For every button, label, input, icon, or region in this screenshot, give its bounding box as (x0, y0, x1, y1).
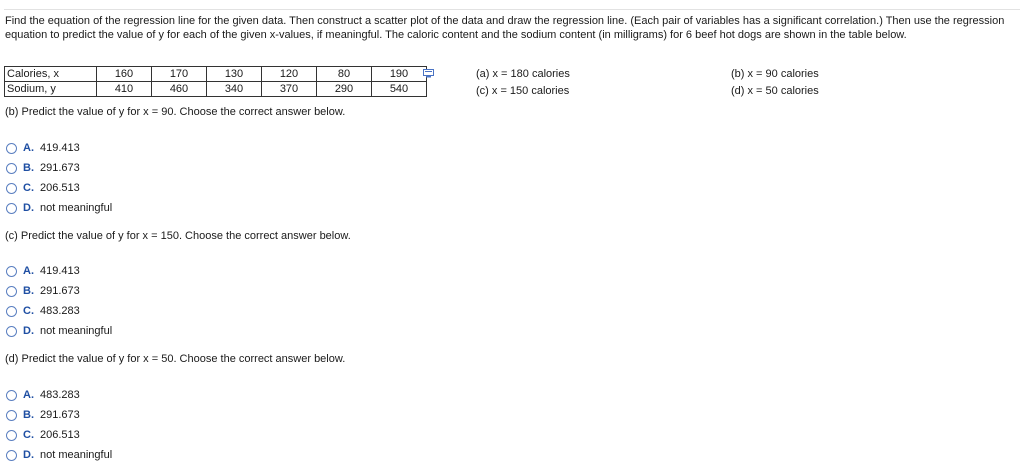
part-a-label: (a) x = 180 calories (476, 68, 570, 80)
question-d-option-a[interactable] (6, 388, 80, 402)
question-d-option-b[interactable] (6, 408, 80, 422)
problem-statement: Find the equation of the regression line for the given data. Then construct a scatter plot of the data and draw the regression line. (Each pair of variables has a significant correlation.) Then use the regression equation to predict the value of y for each of the given x-values, if meaningful. The caloric content and the sodium content (in milligrams) for 6 beef hot dogs are shown in the table below. (5, 15, 1005, 41)
table-cell: 370 (262, 82, 317, 97)
option-letter: D. (23, 325, 34, 337)
table-row (5, 82, 427, 97)
table-row (5, 67, 427, 82)
radio-button[interactable] (6, 163, 17, 174)
part-c-label: (c) x = 150 calories (476, 85, 570, 97)
question-b-option-c[interactable] (6, 181, 80, 195)
data-table (4, 66, 427, 97)
table-cell: 120 (262, 67, 317, 82)
option-text: 483.283 (40, 389, 80, 401)
question-c-option-d[interactable] (6, 324, 112, 338)
part-d-label: (d) x = 50 calories (731, 85, 819, 97)
question-b-option-d[interactable] (6, 201, 112, 215)
option-text: 206.513 (40, 182, 80, 194)
radio-button[interactable] (6, 390, 17, 401)
option-letter: C. (23, 182, 34, 194)
option-text: not meaningful (40, 202, 113, 214)
table-cell: 190 (372, 67, 427, 82)
option-text: not meaningful (40, 325, 113, 337)
option-text: 206.513 (40, 429, 80, 441)
row-header-sodium: Sodium, y (5, 82, 97, 97)
question-b-prompt: (b) Predict the value of y for x = 90. Choose the correct answer below. (5, 106, 346, 118)
table-cell: 80 (317, 67, 372, 82)
table-cell: 170 (152, 67, 207, 82)
row-header-calories: Calories, x (5, 67, 97, 82)
radio-button[interactable] (6, 203, 17, 214)
table-cell: 340 (207, 82, 262, 97)
table-cell: 540 (372, 82, 427, 97)
radio-button[interactable] (6, 450, 17, 461)
part-b-label: (b) x = 90 calories (731, 68, 819, 80)
table-cell: 130 (207, 67, 262, 82)
option-letter: D. (23, 449, 34, 461)
option-letter: A. (23, 142, 34, 154)
option-letter: A. (23, 389, 34, 401)
question-c-option-a[interactable] (6, 264, 80, 278)
option-text: 291.673 (40, 285, 80, 297)
option-text: 419.413 (40, 265, 80, 277)
option-text: 291.673 (40, 409, 80, 421)
radio-button[interactable] (6, 430, 17, 441)
option-letter: B. (23, 162, 34, 174)
table-cell: 410 (97, 82, 152, 97)
option-text: 483.283 (40, 305, 80, 317)
radio-button[interactable] (6, 306, 17, 317)
radio-button[interactable] (6, 286, 17, 297)
option-letter: D. (23, 202, 34, 214)
radio-button[interactable] (6, 143, 17, 154)
option-letter: C. (23, 305, 34, 317)
table-cell: 290 (317, 82, 372, 97)
option-text: 419.413 (40, 142, 80, 154)
option-letter: B. (23, 285, 34, 297)
copy-data-icon[interactable] (423, 69, 434, 78)
option-letter: B. (23, 409, 34, 421)
table-cell: 460 (152, 82, 207, 97)
question-d-option-c[interactable] (6, 428, 80, 442)
top-divider (4, 9, 1020, 10)
radio-button[interactable] (6, 183, 17, 194)
question-d-prompt: (d) Predict the value of y for x = 50. Choose the correct answer below. (5, 353, 346, 365)
option-letter: C. (23, 429, 34, 441)
table-cell: 160 (97, 67, 152, 82)
parts-column-right (731, 66, 819, 100)
option-text: 291.673 (40, 162, 80, 174)
question-b-option-b[interactable] (6, 161, 80, 175)
parts-column-left (476, 66, 570, 100)
question-c-prompt: (c) Predict the value of y for x = 150. Choose the correct answer below. (5, 230, 351, 242)
question-c-option-b[interactable] (6, 284, 80, 298)
radio-button[interactable] (6, 410, 17, 421)
radio-button[interactable] (6, 266, 17, 277)
radio-button[interactable] (6, 326, 17, 337)
question-d-option-d[interactable] (6, 448, 112, 462)
option-letter: A. (23, 265, 34, 277)
question-b-option-a[interactable] (6, 141, 80, 155)
question-c-option-c[interactable] (6, 304, 80, 318)
option-text: not meaningful (40, 449, 113, 461)
